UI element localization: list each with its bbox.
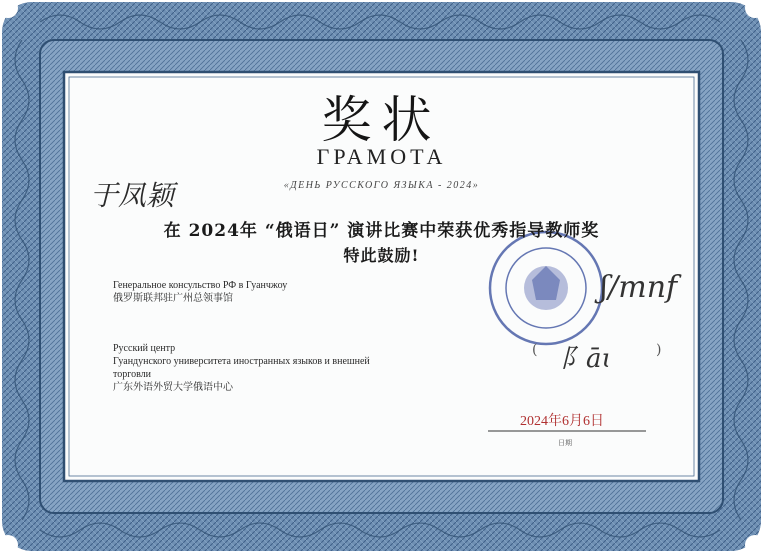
recipient-name: 于凤颖	[90, 179, 175, 212]
issuer-2-ru-line2: Гуандунского университета иностранных языков и внешней	[113, 356, 370, 367]
signature-director: 阝āɩ	[560, 344, 612, 374]
certificate-title-cn: 奖状	[321, 91, 442, 149]
issuer-2-ru-line1: Русский центр	[113, 343, 176, 354]
certificate-title-ru: ГРАМОТА	[316, 144, 447, 169]
signature-bracket-left: (	[532, 342, 538, 358]
award-text: 在 2024年 “俄语日” 演讲比赛中荣获优秀指导教师奖	[163, 221, 600, 241]
issuer-2-ru-line3: торговли	[113, 369, 152, 380]
award-closing: 特此鼓励!	[343, 246, 420, 265]
issuer-1-cn: 俄罗斯联邦驻广州总领事馆	[113, 293, 233, 304]
issue-date: 2024年6月6日	[520, 414, 604, 429]
issuer-1-ru: Генеральное консульство РФ в Гуанчжоу	[113, 280, 288, 291]
signature-consul: ʃ/mnf	[600, 270, 678, 305]
signature-bracket-right: )	[656, 342, 662, 358]
event-subtitle: «ДЕНЬ РУССКОГО ЯЗЫКА - 2024»	[283, 180, 480, 191]
date-caption: 日期	[558, 439, 572, 447]
issuer-2-cn: 广东外语外贸大学俄语中心	[113, 382, 233, 393]
